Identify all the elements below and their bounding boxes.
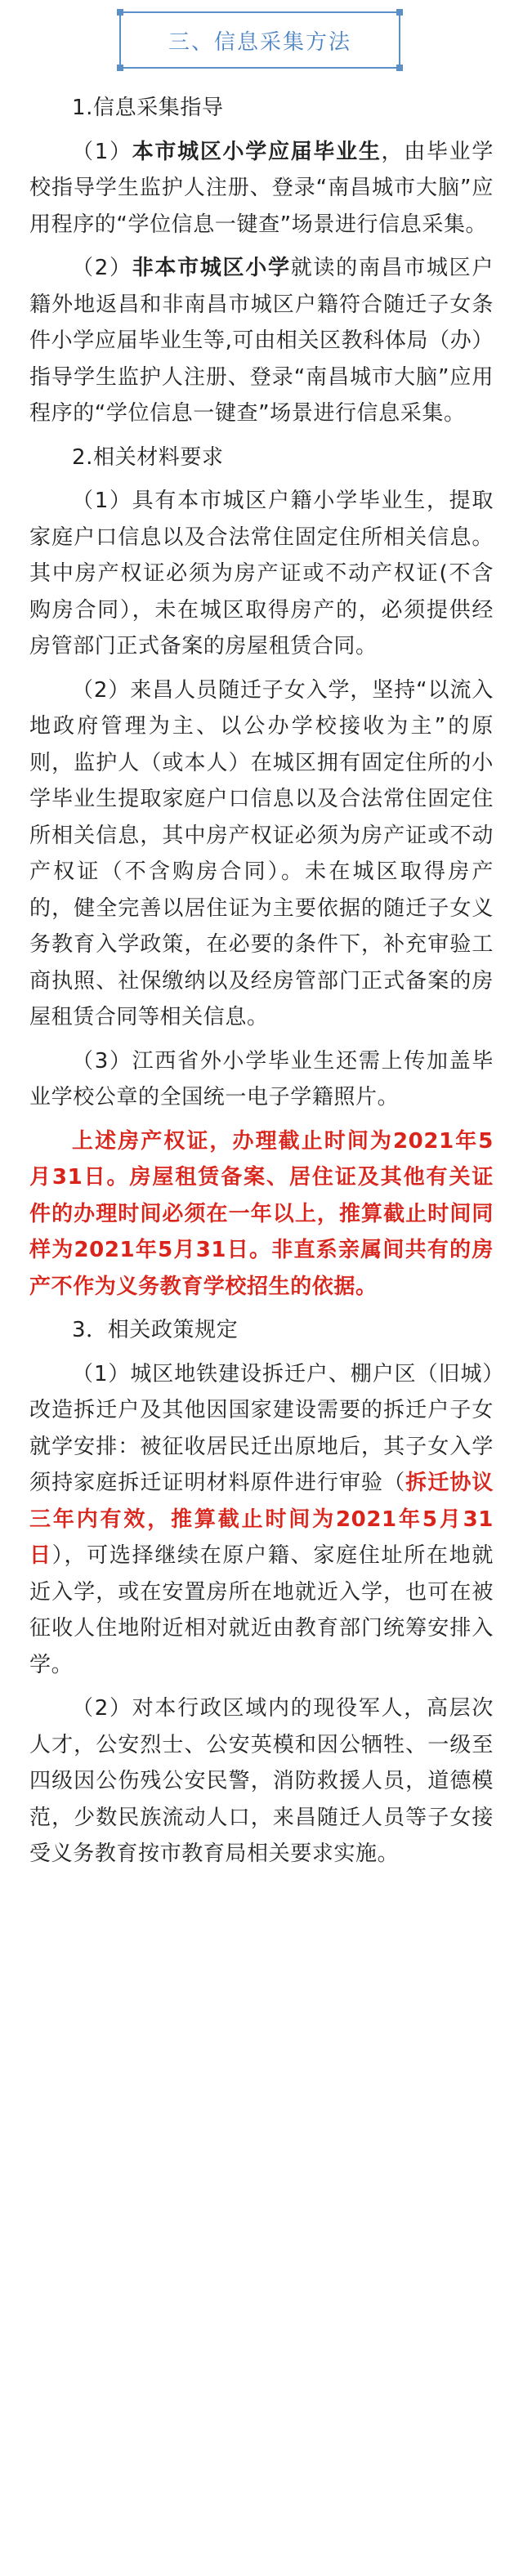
paragraph-text: ，由毕业学校指导学生监护人注册、登录“南昌城市大脑”应用程序的“学位信息一键查”场景进行信息采集。	[29, 139, 494, 237]
paragraph-3-2: （2）对本行政区域内的现役军人，高层次人才，公安烈士、公安英模和因公牺牲、一级至四级因公伤残公安民警，消防救援人员，道德模范，少数民族流动人口，来昌随迁人员等子女接受义务教育按市教育局相关要求实施。	[29, 1696, 494, 1866]
highlight-red: 拆迁协议三年内有效，推算截止时间为2021年5月31日	[29, 1471, 494, 1568]
paragraph-2-1: （1）具有本市城区户籍小学毕业生，提取家庭户口信息以及合法常住固定住所相关信息。其中房产权证必须为房产证或不动产权证(不含购房合同），未在城区取得房产的，必须提供经房管部门正式备案的房屋租赁合同。	[29, 489, 494, 659]
section-header	[119, 11, 400, 69]
paragraph-3-1	[29, 1356, 494, 1684]
deadline-notice: 上述房产权证，办理截止时间为2021年5月31日。房屋租赁备案、居住证及其他有关证件的办理时间必须在一年以上，推算截止时间同样为2021年5月31日。非直系亲属间共有的房产不作为义务教育学校招生的依据。	[29, 1128, 494, 1299]
paragraph-text: ），可选择继续在原户籍、家庭住址所在地就近入学，或在安置房所在地就近入学，也可在被征收人住地附近相对就近由教育部门统筹安排入学。	[29, 1543, 494, 1677]
bold-phrase: 本市城区小学应届毕业生	[132, 139, 382, 164]
paragraph-1-2	[29, 250, 494, 432]
paragraph-2-2: （2）来昌人员随迁子女入学，坚持“以流入地政府管理为主、以公办学校接收为主”的原则，监护人（或本人）在城区拥有固定住所的小学毕业生提取家庭户口信息以及合法常住固定住所相关信息，其中房产权证必须为房产证或不动产权证（不含购房合同）。未在城区取得房产的，健全完善以居住证为主要依据的随迁子女义务教育入学政策，在必要的条件下，补充审验工商执照、社保缴纳以及经房管部门正式备案的房屋租赁合同等相关信息。	[29, 677, 494, 1029]
subsection-heading-1: 1.信息采集指导	[72, 96, 224, 120]
item-number: （1）	[72, 139, 132, 164]
article-body	[29, 90, 494, 1880]
paragraph-text: 就读的南昌市城区户籍外地返昌和非南昌市城区户籍符合随迁子女条件小学应届毕业生等,可由相关区教科体局（办）指导学生监护人注册、登录“南昌城市大脑”应用程序的“学位信息一键查”场景进行信息采集。	[29, 256, 494, 426]
paragraph-text: （1）城区地铁建设拆迁户、棚户区（旧城）改造拆迁户及其他因国家建设需要的拆迁户子女就学安排：被征收居民迁出原地后，其子女入学须持家庭拆迁证明材料原件进行审验（	[29, 1361, 494, 1495]
paragraph-1-1	[29, 134, 494, 243]
subsection-heading-3: 3．相关政策规定	[72, 1318, 239, 1342]
bold-phrase: 非本市城区小学	[132, 256, 291, 280]
item-number: （2）	[72, 256, 132, 280]
paragraph-2-3: （3）江西省外小学毕业生还需上传加盖毕业学校公章的全国统一电子学籍照片。	[29, 1048, 494, 1109]
subsection-heading-2: 2.相关材料要求	[72, 444, 224, 470]
section-title: 三、信息采集方法	[168, 29, 351, 55]
